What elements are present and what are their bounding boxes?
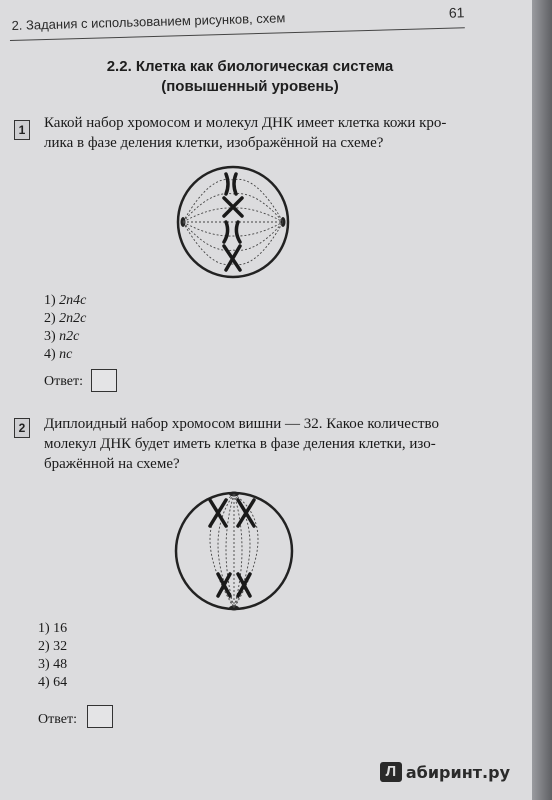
question-1-option-3: 3) n2c [44, 329, 80, 344]
anaphase-cell-diagram [168, 488, 300, 614]
question-1-text [44, 113, 464, 153]
question-1-options [44, 292, 86, 364]
question-1-line1: Какой набор хромосом и молекул ДНК имеет клетка кожи кро- [44, 115, 447, 131]
question-2-option-4: 4) 64 [38, 675, 68, 690]
question-2-option-2: 2) 32 [38, 639, 68, 654]
question-2-answer-box[interactable] [87, 705, 113, 728]
question-2-number: 2 [14, 418, 30, 438]
page-edge [532, 0, 552, 800]
metaphase-cell-diagram [170, 162, 296, 282]
question-2-text [44, 414, 474, 474]
labirint-logo-icon: Л [380, 762, 402, 782]
question-2-line2: молекул ДНК будет иметь клетка в фазе деления клетки, изо- [44, 436, 436, 452]
question-1-option-2: 2) 2n2c [44, 311, 87, 326]
question-2-options [38, 620, 67, 692]
labirint-watermark [380, 762, 510, 782]
question-2-line3: бражённой на схеме? [44, 456, 180, 472]
running-head-title: 2. Задания с использованием рисунков, схем [11, 10, 286, 33]
question-2-answer-label: Ответ: [38, 712, 77, 727]
section-title-line1: 2.2. Клетка как биологическая система [106, 58, 394, 75]
question-1-line2: лика в фазе деления клетки, изображённой на схеме? [44, 135, 384, 151]
page-number: 61 [448, 4, 465, 21]
labirint-watermark-text: абиринт.ру [405, 762, 510, 782]
question-2-option-3: 3) 48 [38, 657, 68, 672]
question-2-option-1: 1) 16 [38, 621, 68, 636]
question-1-option-4: 4) nc [44, 347, 73, 362]
running-head [9, 1, 465, 41]
question-1-answer-label: Ответ: [44, 374, 83, 389]
question-1-option-1: 1) 2n4c [44, 293, 87, 308]
question-1-number: 1 [14, 120, 30, 140]
question-1-answer-box[interactable] [91, 369, 117, 392]
section-title-line2: (повышенный уровень) [161, 78, 339, 95]
question-2-line1: Диплоидный набор хромосом вишни — 32. Какое количество [44, 416, 439, 432]
